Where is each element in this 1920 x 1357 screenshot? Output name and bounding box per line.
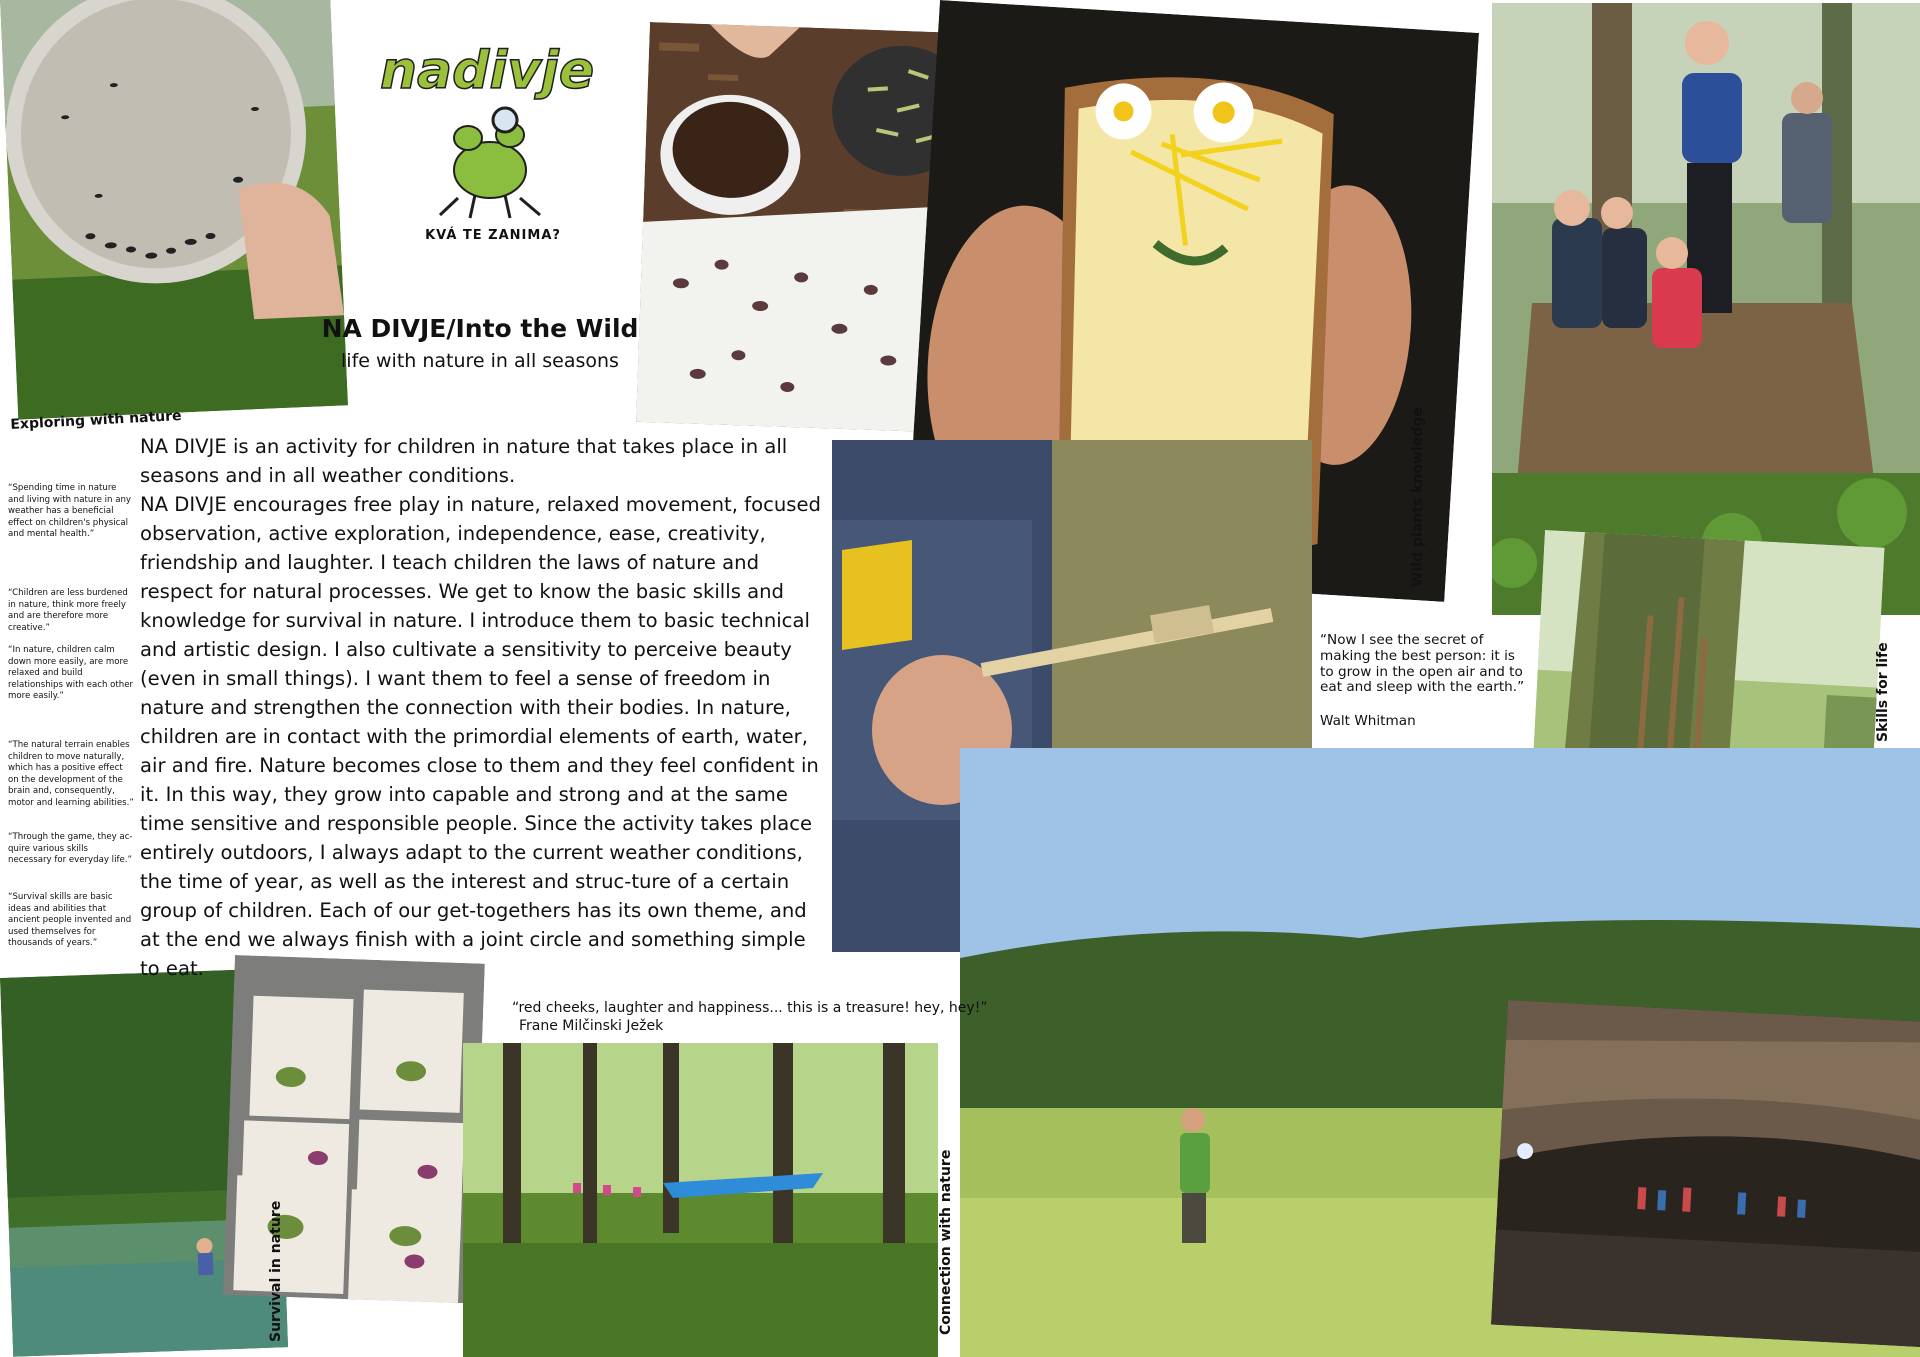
side-quote-3: “In nature, children calm down more easily, are more relaxed and build relationships with each other more easily.”: [8, 645, 134, 701]
caption-skills: Skills for life: [1875, 642, 1891, 742]
caption-wild-plants: Wild plants knowledge: [1410, 407, 1426, 587]
side-quote-6: “Survival skills are basic ideas and abilities that ancient people invented and used themselves for thousands of years.”: [8, 892, 132, 948]
cave-photo: [1491, 1000, 1920, 1347]
children-on-stump-photo: [1492, 3, 1920, 615]
caption-exploring: Exploring with nature: [10, 408, 182, 433]
page-title: NA DIVJE/Into the Wild: [321, 314, 639, 343]
page-subtitle: life with nature in all seasons: [341, 350, 619, 372]
jezek-quote-text: “red cheeks, laughter and happiness... this is a treasure! hey, hey!”: [512, 1000, 988, 1016]
caption-connection: Connection with nature: [938, 1149, 954, 1335]
main-paragraph-2: NA DIVJE encourages free play in nature, relaxed movement, focused observation, active exploration, independence, ease, creativity, friendship and laughter. I teach children the laws of nature and respect for natural processes. We get to know the basic skills and knowledge for survival in nature. I introduce them to basic technical and artistic design. I also cultivate a sensitivity to perceive beauty (even in small things). I want them to feel a sense of freedom in nature and strengthen the connection with their bodies. In nature, children are in contact with the primordial elements of earth, water, air and fire. Nature becomes close to them and they feel confident in it. In this way, they grow into capable and strong and at the same time sensitive and responsible people. Since the activity takes place entirely outdoors, I always adapt to the current weather conditions, the time of year, as well as the interest and struc-ture of a certain group of children. Each of our get-togethers has its own theme, and at the end we always finish with a joint circle and something simple to eat.: [140, 493, 821, 980]
svg-text:nadivje: nadivje: [380, 41, 595, 101]
forest-camp-photo: [463, 1043, 938, 1357]
logo-tagline: KVÁ TE ZANIMA?: [425, 228, 561, 243]
tadpoles-jar-photo: [0, 0, 348, 420]
caption-survival: Survival in nature: [268, 1200, 284, 1342]
side-quote-1: “Spending time in nature and living with nature in any weather has a beneficial effect on children's physical and mental health.”: [8, 483, 132, 539]
main-text: [140, 432, 830, 983]
frog-logo-icon: [370, 20, 610, 250]
whitman-quote-author: Walt Whitman: [1320, 713, 1416, 729]
logo: [370, 20, 610, 250]
side-quote-4: “The natural terrain enables children to move naturally, which has a positive effect on the development of the brain and, consequently, motor and learning abilities.”: [8, 740, 134, 808]
side-quote-2: “Children are less burdened in nature, think more freely and are therefore more creative.”: [8, 588, 128, 633]
side-quote-5: “Through the game, they ac-quire various skills necessary for everyday life.”: [8, 832, 133, 865]
whitman-quote-box: [1314, 624, 1532, 742]
main-paragraph-1: NA DIVJE is an activity for children in nature that takes place in all seasons and in all weather conditions.: [140, 435, 788, 487]
whitman-quote-text: “Now I see the secret of making the best person: it is to grow in the open air and to eat and sleep with the earth.”: [1320, 632, 1525, 696]
leaf-print-bags-photo: [223, 955, 485, 1304]
jezek-quote-author: Frane Milčinski Ježek: [519, 1018, 664, 1034]
